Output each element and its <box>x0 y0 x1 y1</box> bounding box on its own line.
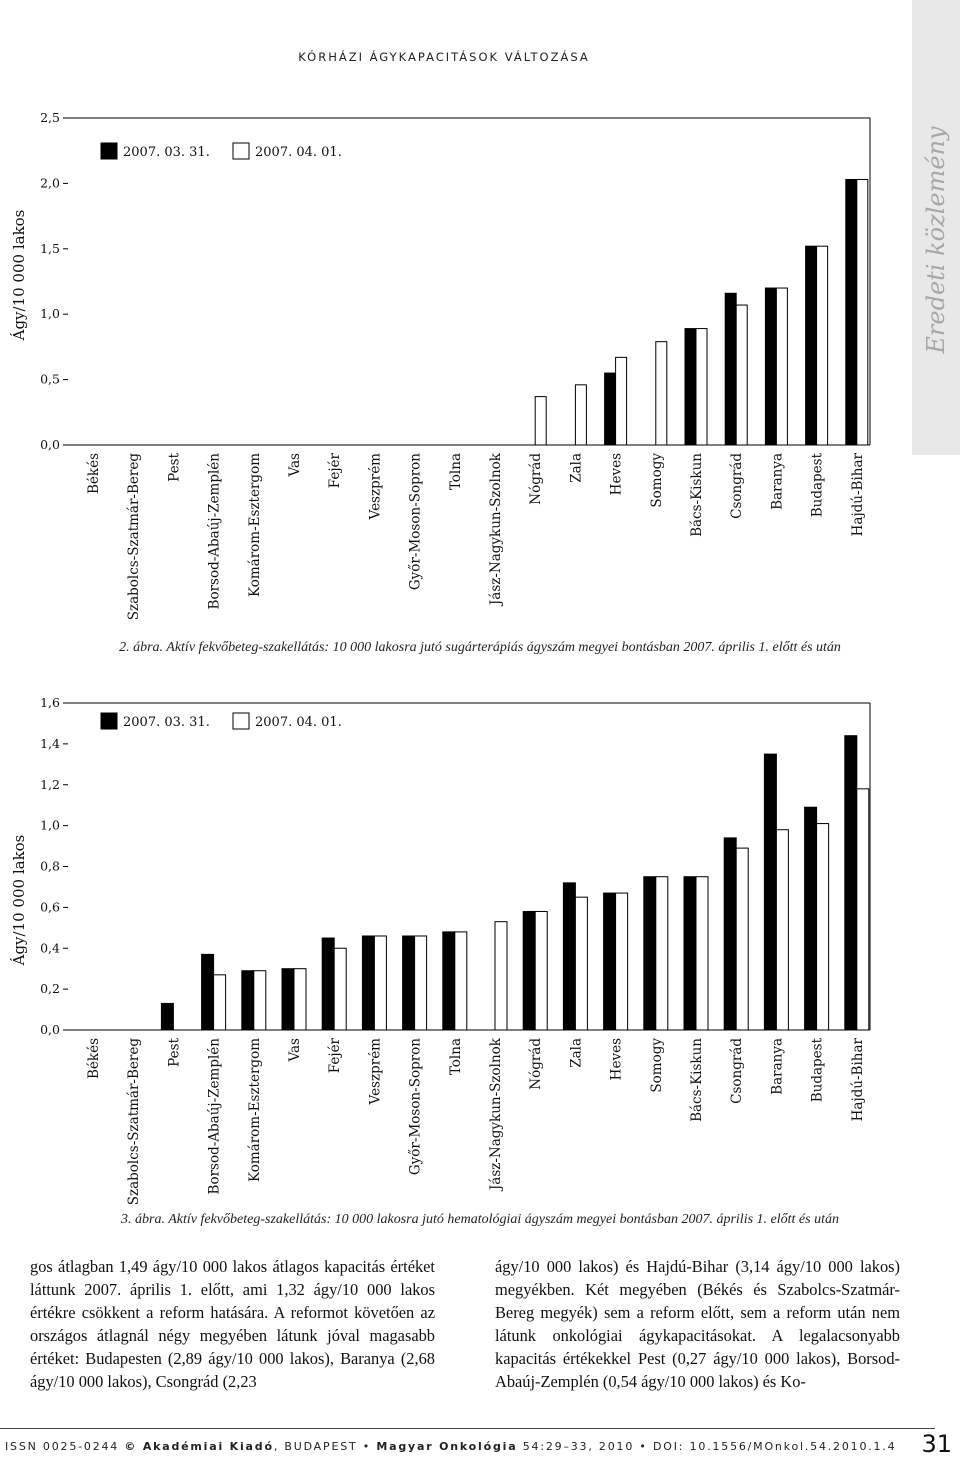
sidebar-label: Eredeti közlemény <box>922 126 950 354</box>
bar-before-reform <box>563 883 575 1030</box>
footer-rule <box>0 1428 935 1429</box>
bar-before-reform <box>523 911 535 1030</box>
category-label: Pest <box>166 453 183 482</box>
bar-before-reform <box>362 936 374 1030</box>
bar-before-reform <box>845 736 857 1030</box>
bar-after-reform <box>857 789 869 1030</box>
category-label: Szabolcs-Szatmár-Bereg <box>126 1038 143 1206</box>
category-label: Budapest <box>809 1038 826 1103</box>
bar-after-reform <box>696 329 707 445</box>
category-label: Borsod-Abaúj-Zemplén <box>206 453 223 610</box>
bar-before-reform <box>282 969 294 1030</box>
category-label: Bács-Kiskun <box>689 1038 705 1122</box>
footer-citation: 54:29–33, 2010 <box>522 1440 635 1453</box>
category-label: Bács-Kiskun <box>689 453 705 537</box>
legend-swatch-before <box>101 143 117 159</box>
footer-journal: Magyar Onkológia <box>376 1440 518 1453</box>
y-tick-label: 1,2 <box>40 776 60 792</box>
bar-after-reform <box>254 971 266 1030</box>
bar-after-reform <box>696 877 708 1030</box>
bar-after-reform <box>334 948 346 1030</box>
legend-label-after: 2007. 04. 01. <box>255 715 342 730</box>
footer-separator: • <box>362 1440 372 1453</box>
bar-before-reform <box>805 807 817 1030</box>
bar-before-reform <box>242 971 254 1030</box>
y-tick-label: 1,4 <box>40 735 60 751</box>
bar-before-reform <box>846 179 857 445</box>
legend-label-before: 2007. 03. 31. <box>123 145 210 160</box>
bar-before-reform <box>806 246 817 445</box>
legend-swatch-after <box>233 143 249 159</box>
bar-before-reform <box>322 938 334 1030</box>
bar-after-reform <box>776 830 788 1030</box>
bar-after-reform <box>294 969 306 1030</box>
bar-after-reform <box>857 179 868 445</box>
footer-issn: ISSN 0025-0244 <box>5 1440 120 1453</box>
bar-before-reform <box>724 838 736 1030</box>
category-label: Heves <box>608 1038 625 1081</box>
legend-swatch-after <box>233 713 249 729</box>
footer-city: , BUDAPEST <box>273 1440 358 1453</box>
bar-after-reform <box>495 922 507 1030</box>
category-label: Pest <box>166 1038 183 1067</box>
category-label: Somogy <box>648 1038 665 1093</box>
category-label: Heves <box>608 453 625 496</box>
bar-after-reform <box>656 342 667 445</box>
footer-publisher: © Akadémiai Kiadó <box>124 1440 274 1453</box>
category-label: Komárom-Esztergom <box>246 1038 263 1182</box>
category-label: Zala <box>568 1038 585 1068</box>
category-label: Vas <box>287 1038 303 1062</box>
category-label: Veszprém <box>367 1038 384 1105</box>
y-tick-label: 1,0 <box>40 306 60 322</box>
category-label: Jász-Nagykun-Szolnok <box>488 1038 504 1191</box>
category-label: Hajdú-Bihar <box>849 453 866 537</box>
body-text-left-column: gos átlagban 1,49 ágy/10 000 lakos átlagos kapacitás értéket láttunk 2007. április 1. előtt, ami 1,32 ágy/10 000 lakos értékre csökkent a reform hatására. A reformot követően az országos átlagnál négy megyében látunk jóval magasabb értéket: Budapesten (2,89 ágy/10 000 lakos), Baranya (2,68 ágy/10 000 lakos), Csongrád (2,23 <box>30 1257 435 1391</box>
category-label: Csongrád <box>729 453 746 519</box>
category-label: Komárom-Esztergom <box>246 453 263 597</box>
y-tick-label: 1,6 <box>40 695 60 710</box>
y-axis-label: Ágy/10 000 lakos <box>10 209 28 341</box>
figure-3-caption: 3. ábra. Aktív fekvőbeteg-szakellátás: 10 000 lakosra jutó hematológiai ágyszám megyei bontásban 2007. április 1. előtt és után <box>121 1212 839 1227</box>
bar-after-reform <box>455 932 467 1030</box>
category-label: Nógrád <box>528 453 545 505</box>
bar-after-reform <box>535 911 547 1030</box>
figure-2-chart <box>0 100 900 621</box>
y-tick-label: 1,0 <box>40 817 60 833</box>
bar-after-reform <box>817 824 829 1030</box>
y-tick-label: 0,0 <box>40 437 60 452</box>
y-tick-label: 0,4 <box>40 940 60 956</box>
category-label: Vas <box>287 453 303 477</box>
y-tick-label: 1,5 <box>40 240 60 256</box>
bar-before-reform <box>202 954 214 1030</box>
category-label: Szabolcs-Szatmár-Bereg <box>126 453 143 621</box>
category-label: Baranya <box>769 453 786 510</box>
category-label: Csongrád <box>729 1038 746 1104</box>
bar-before-reform <box>684 877 696 1030</box>
category-label: Somogy <box>648 453 665 508</box>
bar-before-reform <box>161 1003 173 1030</box>
y-tick-label: 2,0 <box>40 175 60 191</box>
category-label: Nógrád <box>528 1038 545 1090</box>
bar-before-reform <box>605 373 616 445</box>
category-label: Fejér <box>327 1038 344 1074</box>
bar-before-reform <box>644 877 656 1030</box>
y-tick-label: 2,5 <box>40 110 60 125</box>
bar-after-reform <box>736 848 748 1030</box>
running-head: KÓRHÁZI ÁGYKAPACITÁSOK VÁLTOZÁSA <box>298 50 590 64</box>
y-tick-label: 0,8 <box>40 858 60 874</box>
category-label: Békés <box>86 1038 102 1080</box>
bar-after-reform <box>374 936 386 1030</box>
bar-after-reform <box>616 893 628 1030</box>
bar-after-reform <box>575 385 586 445</box>
category-label: Borsod-Abaúj-Zemplén <box>206 1038 223 1195</box>
footer-separator: • <box>639 1440 648 1453</box>
category-label: Zala <box>568 453 585 483</box>
bar-after-reform <box>415 936 427 1030</box>
category-label: Tolna <box>447 453 464 491</box>
bar-before-reform <box>765 288 776 445</box>
figure-3-chart <box>0 690 900 1206</box>
y-axis-label: Ágy/10 000 lakos <box>10 834 28 966</box>
figure-2-caption: 2. ábra. Aktív fekvőbeteg-szakellátás: 10 000 lakosra jutó sugárterápiás ágyszám megyei bontásban 2007. április 1. előtt és után <box>119 640 841 655</box>
bar-after-reform <box>616 357 627 445</box>
category-label: Győr-Moson-Sopron <box>407 1038 424 1176</box>
bar-after-reform <box>575 897 587 1030</box>
category-label: Veszprém <box>367 453 384 520</box>
category-label: Békés <box>86 453 102 495</box>
body-text-right-column: ágy/10 000 lakos) és Hajdú-Bihar (3,14 ágy/10 000 lakos) megyékben. Két megyében (Békés és Szabolcs-Szatmár-Bereg megyék) sem a reform előtt, sem a reform után nem látunk onkológiai ágykapacitásokat. A legalacsonyabb kapacitás értékekkel Pest (0,27 ágy/10 000 lakos), Borsod-Abaúj-Zemplén (0,54 ágy/10 000 lakos) és Ko- <box>495 1257 900 1391</box>
page-number: 31 <box>921 1430 952 1458</box>
bar-after-reform <box>214 975 226 1030</box>
y-tick-label: 0,5 <box>40 371 60 387</box>
bar-before-reform <box>725 293 736 445</box>
category-label: Győr-Moson-Sopron <box>407 453 424 591</box>
y-tick-label: 0,6 <box>40 899 60 915</box>
category-label: Jász-Nagykun-Szolnok <box>488 453 504 606</box>
category-label: Budapest <box>809 453 826 518</box>
bar-after-reform <box>817 246 828 445</box>
y-tick-label: 0,0 <box>40 1022 60 1037</box>
category-label: Fejér <box>327 453 344 489</box>
bar-before-reform <box>685 329 696 445</box>
y-tick-label: 0,2 <box>40 981 60 997</box>
bar-after-reform <box>535 397 546 445</box>
legend-label-before: 2007. 03. 31. <box>123 715 210 730</box>
category-label: Baranya <box>769 1038 786 1095</box>
bar-before-reform <box>403 936 415 1030</box>
sidebar-band <box>912 0 960 455</box>
bar-after-reform <box>776 288 787 445</box>
legend-label-after: 2007. 04. 01. <box>255 145 342 160</box>
body-text <box>30 1255 900 1393</box>
bar-before-reform <box>443 932 455 1030</box>
bar-before-reform <box>604 893 616 1030</box>
footer <box>5 1440 896 1453</box>
legend-swatch-before <box>101 713 117 729</box>
bar-after-reform <box>656 877 668 1030</box>
bar-after-reform <box>736 305 747 445</box>
category-label: Hajdú-Bihar <box>849 1038 866 1122</box>
category-label: Tolna <box>447 1038 464 1076</box>
bar-before-reform <box>764 754 776 1030</box>
footer-doi: DOI: 10.1556/MOnkol.54.2010.1.4 <box>653 1440 897 1453</box>
